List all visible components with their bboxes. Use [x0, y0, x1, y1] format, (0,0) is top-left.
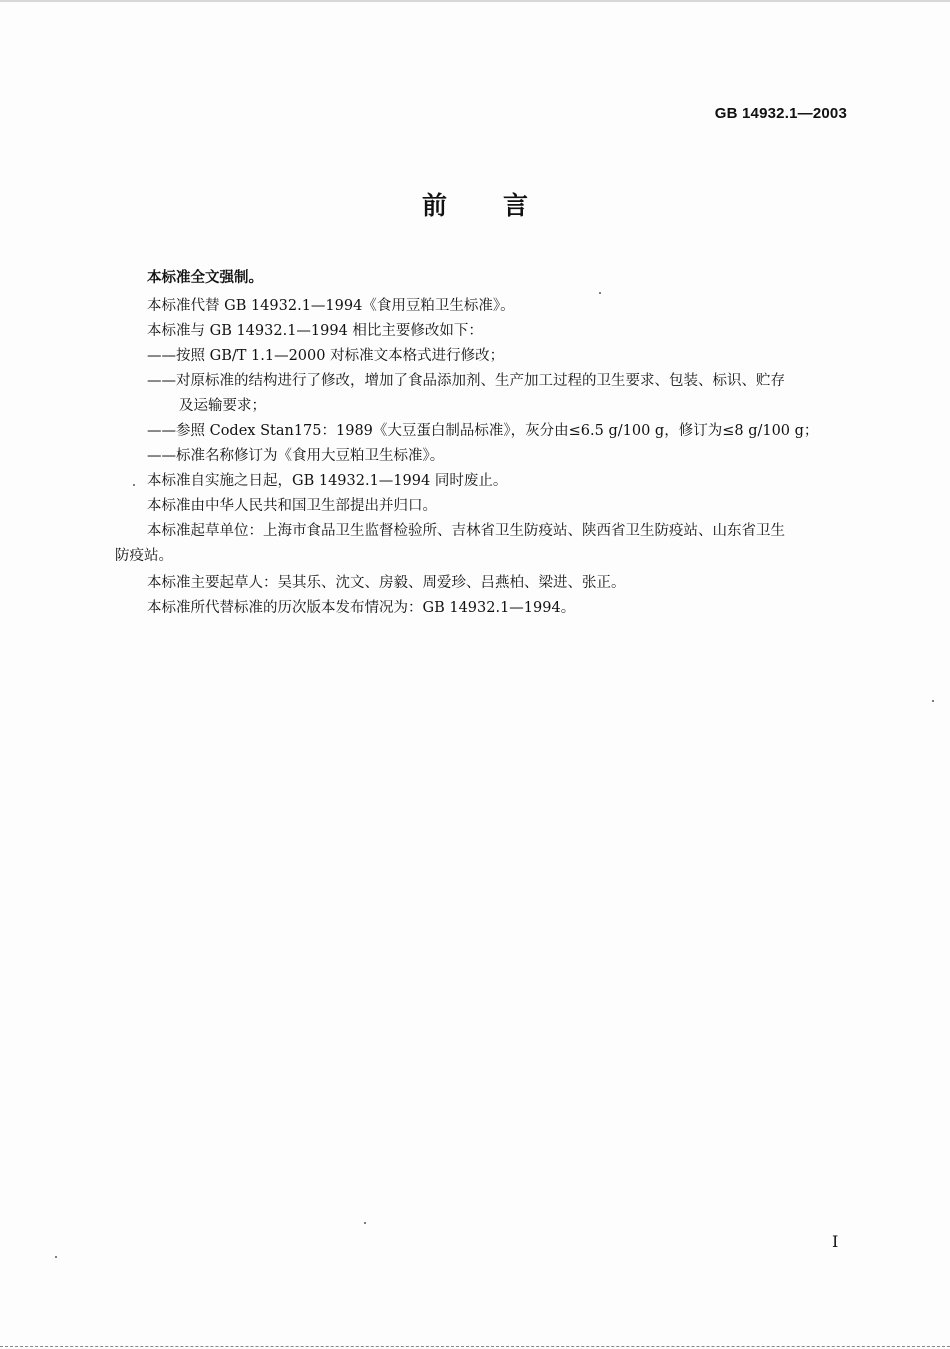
paragraph-1: 本标准全文强制。 [147, 270, 263, 286]
paragraph-7: 本标准主要起草人：吴其乐、沈文、房毅、周爱珍、吕燕柏、梁进、张正。 [147, 575, 626, 591]
list-item-3: ——参照 Codex Stan175：1989《大豆蛋白制品标准》，灰分由≤6.5 g/100 g，修订为≤8 g/100 g； [147, 423, 819, 439]
paragraph-8: 本标准所代替标准的历次版本发布情况为：GB 14932.1—1994。 [147, 600, 576, 616]
scan-speck [133, 484, 135, 486]
scan-speck [55, 1256, 57, 1258]
list-item-1: ——按照 GB/T 1.1—2000 对标准文本格式进行修改； [147, 348, 505, 364]
paragraph-6-continued: 防疫站。 [115, 548, 173, 564]
scan-bottom-edge [0, 1346, 950, 1348]
scan-speck [599, 292, 601, 294]
paragraph-2: 本标准代替 GB 14932.1—1994《食用豆粕卫生标准》。 [147, 298, 515, 314]
scan-speck [932, 700, 934, 702]
paragraph-4: 本标准自实施之日起，GB 14932.1—1994 同时废止。 [147, 473, 508, 489]
paragraph-3: 本标准与 GB 14932.1—1994 相比主要修改如下： [147, 323, 483, 339]
scan-speck [364, 1222, 366, 1224]
standard-number: GB 14932.1—2003 [714, 105, 847, 122]
scan-top-edge [0, 0, 950, 2]
list-item-4: ——标准名称修订为《食用大豆粕卫生标准》。 [147, 448, 445, 464]
paragraph-6: 本标准起草单位：上海市食品卫生监督检验所、吉林省卫生防疫站、陕西省卫生防疫站、山东省卫生 [147, 523, 785, 539]
page-number: I [832, 1232, 839, 1251]
list-item-2: ——对原标准的结构进行了修改，增加了食品添加剂、生产加工过程的卫生要求、包装、标识、贮存 [147, 373, 785, 389]
list-item-2-continued: 及运输要求； [179, 398, 266, 414]
paragraph-5: 本标准由中华人民共和国卫生部提出并归口。 [147, 498, 437, 514]
page-title: 前言 [421, 191, 584, 220]
